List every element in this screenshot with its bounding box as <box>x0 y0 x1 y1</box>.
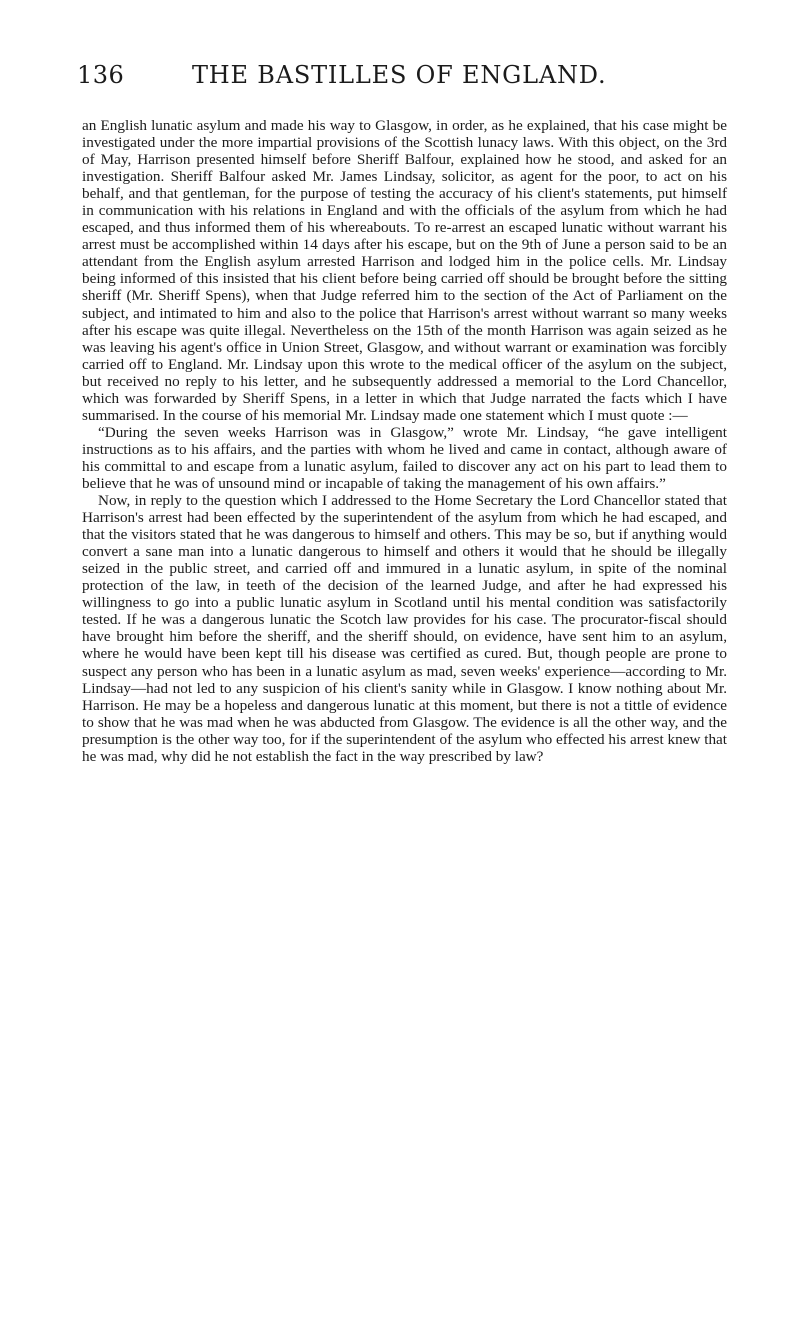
paragraph-commentary: Now, in reply to the question which I addressed to the Home Secretary the Lord Chancellor stated that Harrison's arrest had been effected by the superintendent of the asylum from which he had escaped, and that the visitors stated that he was dangerous to himself and others. This may be so, but if anything would convert a sane man into a lunatic dangerous to himself and others it would that he should be illegally seized in the public street, and carried off and immured in a lunatic asylum, in spite of the nominal protection of the law, in teeth of the decision of the learned Judge, and after he had expressed his willingness to go into a public lunatic asylum in Scotland until his mental condition was satisfactorily tested. If he was a dangerous lunatic the Scotch law provides for his case. The procurator-fiscal should have brought him before the sheriff, and the sheriff should, on evidence, have sent him to an asylum, where he would have been kept till his disease was certified as cured. But, though people are prone to suspect any person who has been in a lunatic asylum as mad, seven weeks' experience—according to Mr. Lindsay—had not led to any suspicion of his client's sanity while in Glasgow. I know nothing about Mr. Harrison. He may be a hopeless and dangerous lunatic at this moment, but there is not a tittle of evidence to show that he was mad when he was abducted from Glasgow. The evidence is all the other way, and the presumption is the other way too, for if the superintendent of the asylum who effected his arrest knew that he was mad, why did he not establish the fact in the way prescribed by law? <box>82 492 727 765</box>
page-number: 136 <box>77 61 125 89</box>
body-text <box>82 117 727 765</box>
paragraph-quotation: “During the seven weeks Harrison was in Glasgow,” wrote Mr. Lindsay, “he gave intelligent instructions as to his affairs, and the parties with whom he lived and came in contact, although aware of his committal to and escape from a lunatic asylum, failed to discover any act on his part to lead them to believe that he was of unsound mind or incapable of taking the management of his own affairs.” <box>82 423 727 492</box>
running-head <box>77 60 724 96</box>
running-title: THE BASTILLES OF ENGLAND. <box>192 61 607 89</box>
paragraph-continuation: an English lunatic asylum and made his way to Glasgow, in order, as he explained, that his case might be investigated under the more impartial provisions of the Scottish lunacy laws. With this object, on the 3rd of May, Harrison presented himself before Sheriff Balfour, explained how he stood, and asked for an investigation. Sheriff Balfour asked Mr. James Lindsay, solicitor, as agent for the poor, to act on his behalf, and that gentleman, for the purpose of testing the accuracy of his client's statements, put himself in communication with his relations in England and with the officials of the asylum from which he had escaped, and thus informed them of his whereabouts. To re-arrest an escaped lunatic without warrant his arrest must be accomplished within 14 days after his escape, but on the 9th of June a person said to be an attendant from the English asylum arrested Harrison and lodged him in the police cells. Mr. Lindsay being informed of this insisted that his client before being carried off should be brought before the sitting sheriff (Mr. Sheriff Spens), when that Judge referred him to the section of the Act of Parliament on the subject, and intimated to him and also to the police that Harrison's arrest without warrant so many weeks after his escape was quite illegal. Nevertheless on the 15th of the month Harrison was again seized as he was leaving his agent's office in Union Street, Glasgow, and without warrant or examination was forcibly carried off to England. Mr. Lindsay upon this wrote to the medical officer of the asylum on the subject, but received no reply to his letter, and he subsequently addressed a memorial to the Lord Chancellor, which was forwarded by Sheriff Spens, in a letter in which that Judge narrated the facts which I have summarised. In the course of his memorial Mr. Lindsay made one statement which I must quote :— <box>82 117 727 424</box>
